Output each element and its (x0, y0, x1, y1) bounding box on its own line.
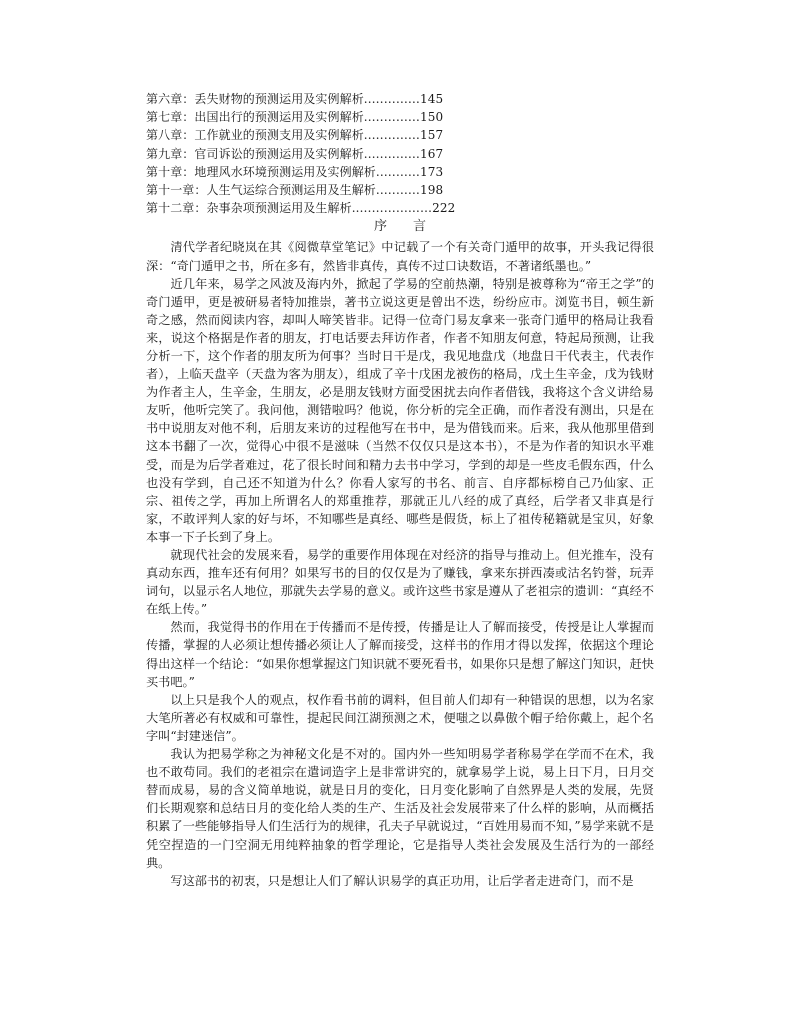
preface-paragraph: 以上只是我个人的观点，权作看书前的调料，但目前人们却有一种错误的思想，以为名家大笔所著必有权威和可靠性，提起民间江湖预测之术，便嗤之以鼻傲个帽子给你戴上，起个名字叫“封建迷信”。 (146, 692, 654, 743)
toc-entry-chapter-9: 第九章：官司诉讼的预测运用及实例解析..…………167 (146, 146, 444, 161)
table-of-contents (146, 90, 654, 217)
toc-entry-chapter-6: 第六章：丢失财物的预测运用及实例解析..…………145 (146, 92, 444, 106)
preface-paragraph: 写这部书的初衷，只是想让人们了解认识易学的真正功用，让后学者走进奇门，而不是 (170, 873, 634, 888)
toc-entry-chapter-11: 第十一章：人生气运综合预测运用及生解析..………198 (146, 183, 444, 198)
preface-body (146, 238, 654, 889)
preface-paragraph: 我认为把易学称之为神秘文化是不对的。国内外一些知明易学者称易学在学而不在术，我也不敢苟同。我们的老祖宗在遣词造字上是非常讲究的，就拿易学上说，易上日下月，日月交替而成易，易的含义简单地说，就是日月的变化，日月变化影响了自然界是人类的发展，先贤们长期观察和总结日月的变化给人类的生产、生活及社会发展带来了什么样的影响，从而概括积累了一些能够指导人们生活行为的规律，孔夫子早就说过，“百姓用易而不知，”易学来就不是凭空捏造的一门空洞无用纯粹抽象的哲学理论，它是指导人类社会发展及生活行为的一部经典。 (146, 747, 654, 870)
preface-paragraph: 就现代社会的发展来看，易学的重要作用体现在对经济的指导与推动上。但光推车，没有真动东西，推车还有何用？如果写书的目的仅仅是为了赚钱，拿来东拼西凑或沽名钓誉，玩弄词句，以显示名人地位，那就失去学易的意义。或许这些书家是遵从了老祖宗的遗训：“真经不在纸上传。” (146, 548, 654, 617)
preface-paragraph: 然而，我觉得书的作用在于传播而不是传授，传播是让人了解而接受，传授是让人掌握而传播，掌握的人必须让想传播必须让人了解而接受，这样书的作用才得以发挥，依据这个理论得出这样一个结论：“如果你想掌握这门知识就不要死看书，如果你只是想了解这门知识，赶快买书吧。” (146, 620, 654, 689)
toc-entry-chapter-8: 第八章：工作就业的预测支用及实例解析..…………157 (146, 128, 444, 143)
preface-heading-right: 言 (413, 219, 427, 235)
toc-entry-chapter-7: 第七章：出国出行的预测运用及实例解析..…………150 (146, 110, 444, 125)
toc-entry-chapter-10: 第十章：地理风水环境预测运用及实例解析..………173 (146, 164, 444, 179)
preface-paragraph: 清代学者纪晓岚在其《阅微草堂笔记》中记载了一个有关奇门遁甲的故事，开头我记得很深：“奇门遁甲之书，所在多有，然皆非真传，真传不过口诀数语，不著诸纸墨也。” (146, 240, 654, 273)
preface-heading-left: 序 (373, 219, 387, 235)
preface-paragraph: 近几年来，易学之风波及海内外，掀起了学易的空前热潮，特别是被尊称为“帝王之学”的奇门遁甲，更是被研易者特加推崇，著书立说这更是曾出不迭，纷纷应市。浏览书目，顿生新奇之感，然而阅读内容，却叫人啼笑皆非。记得一位奇门易友拿来一张奇门遁甲的格局让我看来，说这个格据是作者的朋友，打电话要去拜访作者，作者不知朋友何意，特起局预测，让我分析一下，这个作者的朋友所为何事？当时日干是戊，我见地盘戊（地盘日干代表主，代表作者），上临天盘辛（天盘为客为朋友），组成了辛十戊困龙被伤的格局，戊土生辛金，戊为钱财为作者主人，生辛金，生朋友，必是朋友钱财方面受困扰去向作者借钱，我将这个含义讲给易友听，他听完笑了。我问他，测错啦吗？他说，你分析的完全正确，而作者没有测出，只是在书中说朋友对他不利，后朋友来访的过程他写在书中，是为借钱而来。后来，我从他那里借到这本书翻了一次，觉得心中很不是滋味（当然不仅仅只是这本书），不是为作者的知识水平难受，而是为后学者难过，花了很长时间和精力去书中学习，学到的却是一些皮毛假东西，什么也没有学到，自己还不知道为什么？你看人家写的书名、前言、自序都标榜自己乃仙家、正宗、祖传之学，再加上所谓名人的郑重推荐，那就正儿八经的成了真经，后学者又非真是行家，不敢评判人家的好与坏，不知哪些是真经、哪些是假货，标上了祖传秘籍就是宝贝，好象本事一下子长到了身上。 (146, 276, 654, 544)
preface-heading (146, 218, 654, 236)
toc-entry-chapter-12: 第十二章：杂事杂项预测运用及生解析..………………222 (146, 201, 456, 216)
document-page (146, 90, 654, 890)
